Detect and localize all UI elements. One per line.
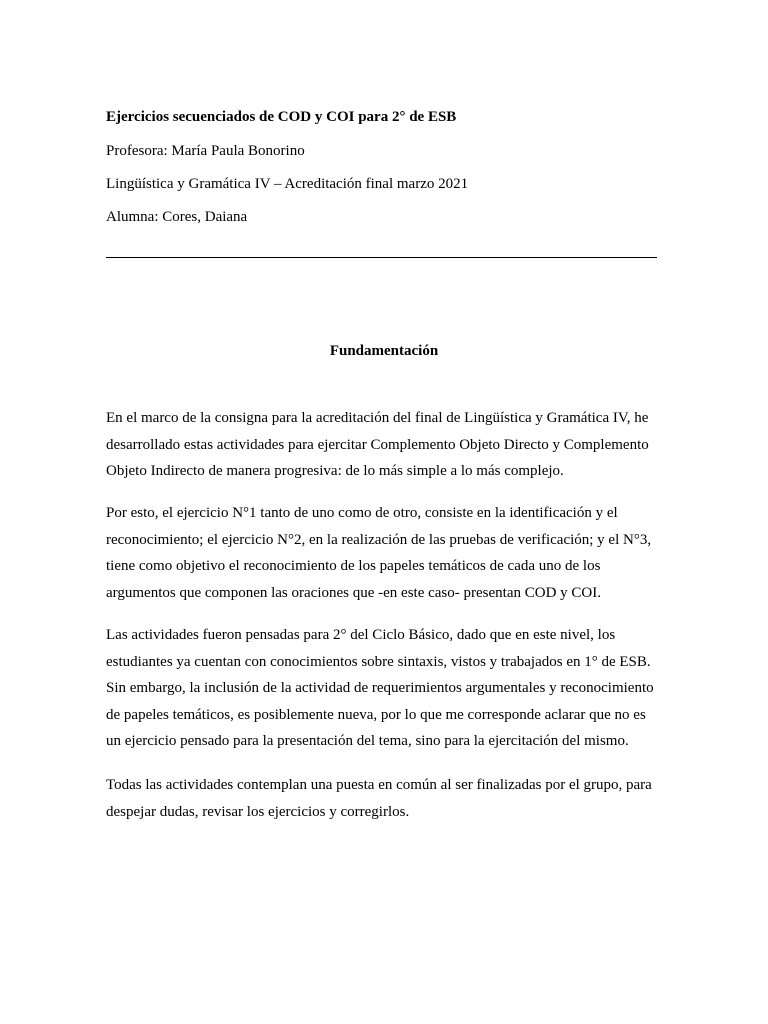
document-title: Ejercicios secuenciados de COD y COI para 2° de ESB <box>106 109 457 125</box>
paragraph-line: de papeles temáticos, es posiblemente nueva, por lo que me corresponde aclarar que no es <box>106 706 646 723</box>
paragraph-line: desarrollado estas actividades para ejercitar Complemento Objeto Directo y Complemento <box>106 436 649 453</box>
paragraph-line: un ejercicio pensado para la presentación del tema, sino para la ejercitación del mismo. <box>106 733 629 749</box>
paragraph-4 <box>106 772 666 825</box>
paragraph-line: tiene como objetivo el reconocimiento de los papeles temáticos de cada uno de los <box>106 558 601 574</box>
paragraph-line: Sin embargo, la inclusión de la actividad de requerimientos argumentales y reconocimiento <box>106 680 654 696</box>
paragraph-line: Las actividades fueron pensadas para 2° del Ciclo Básico, dado que en este nivel, los <box>106 627 616 643</box>
paragraph-line: argumentos que componen las oraciones que -en este caso- presentan COD y COI. <box>106 584 601 601</box>
paragraph-line: Por esto, el ejercicio N°1 tanto de uno como de otro, consiste en la identificación y el <box>106 505 618 521</box>
paragraph-line: reconocimiento; el ejercicio N°2, en la realización de las pruebas de verificación; y el N°3, <box>106 531 652 548</box>
paragraph-2 <box>106 500 666 606</box>
paragraph-line: despejar dudas, revisar los ejercicios y corregirlos. <box>106 803 410 820</box>
paragraph-3 <box>106 622 666 755</box>
paragraph-line: Objeto Indirecto de manera progresiva: de lo más simple a lo más complejo. <box>106 463 564 479</box>
student-line: Alumna: Cores, Daiana <box>106 209 248 225</box>
teacher-line: Profesora: María Paula Bonorino <box>106 143 305 159</box>
separator-rule <box>106 257 657 258</box>
paragraph-line: Todas las actividades contemplan una puesta en común al ser finalizadas por el grupo, para <box>106 777 652 793</box>
paragraph-line: En el marco de la consigna para la acreditación del final de Lingüística y Gramática IV, he <box>106 410 649 426</box>
paragraph-line: estudiantes ya cuentan con conocimientos sobre sintaxis, vistos y trabajados en 1° de ESB. <box>106 653 651 670</box>
section-heading: Fundamentación <box>329 343 439 359</box>
paragraph-1 <box>106 405 666 485</box>
course-line: Lingüística y Gramática IV – Acreditación final marzo 2021 <box>106 176 469 192</box>
